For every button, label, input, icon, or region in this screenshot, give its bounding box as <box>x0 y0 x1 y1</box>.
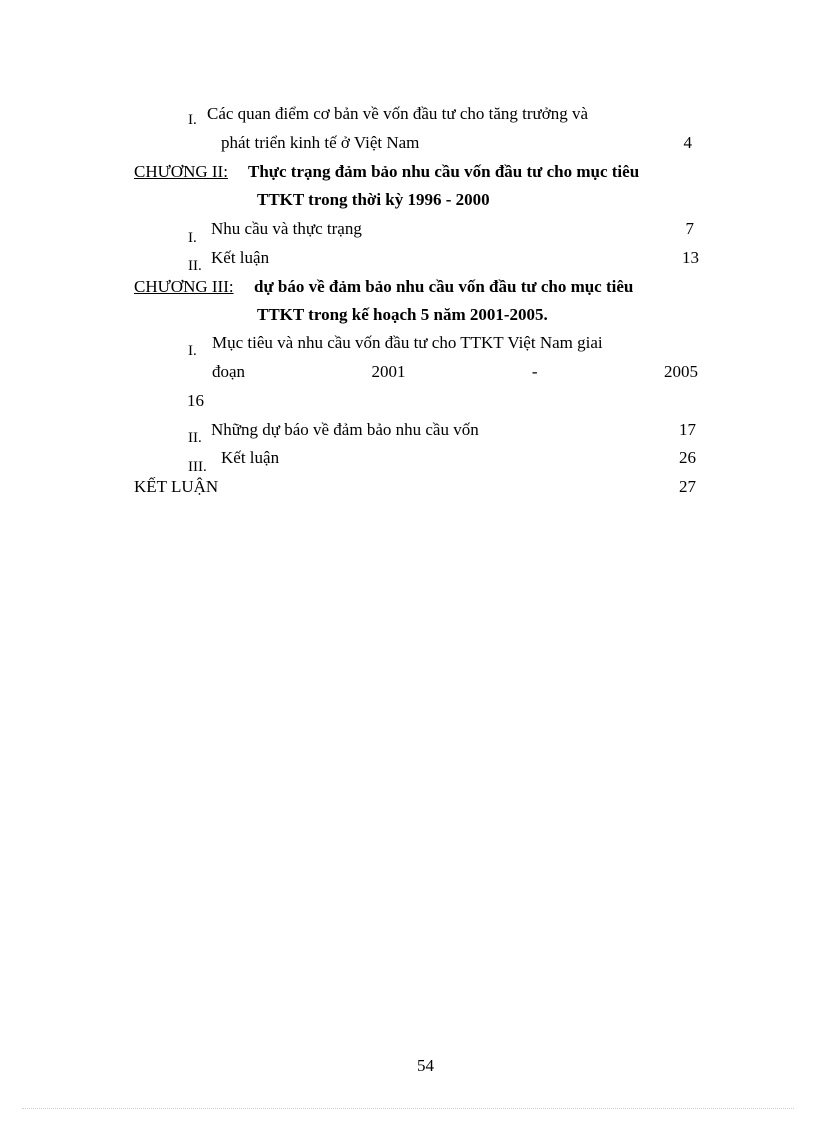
toc-entry-text[interactable]: Kết luận <box>211 248 270 267</box>
toc-entry-text[interactable]: Những dự báo về đảm bảo nhu cầu vốn <box>211 420 479 439</box>
toc-entry-word: đoạn <box>212 362 246 381</box>
bottom-dotted-rule <box>22 1108 794 1109</box>
roman-numeral: III. <box>188 459 207 475</box>
toc-entry-text[interactable]: Mục tiêu và nhu cầu vốn đầu tư cho TTKT Việt Nam giai <box>212 333 603 352</box>
toc-page-number: 7 <box>685 219 694 238</box>
toc-entry-text[interactable]: Kết luận <box>221 448 280 467</box>
toc-entry-word: 2001 <box>371 362 406 381</box>
toc-entry-text[interactable]: Nhu cầu và thực trạng <box>211 219 362 238</box>
roman-numeral: I. <box>188 230 197 246</box>
toc-page-number: 26 <box>679 448 696 467</box>
toc-page-number: 27 <box>679 477 696 496</box>
page-number: 54 <box>417 1056 434 1075</box>
chapter-title-cont[interactable]: TTKT trong kế hoạch 5 năm 2001-2005. <box>257 305 548 324</box>
toc-entry-justified-line[interactable] <box>212 362 698 382</box>
toc-page-number: 13 <box>682 248 699 267</box>
toc-page-number: 16 <box>187 391 204 410</box>
toc-entry-text-cont[interactable]: phát triển kinh tế ở Việt Nam <box>221 133 420 152</box>
toc-entry-word: 2005 <box>663 362 698 381</box>
chapter-label[interactable]: CHƯƠNG III: <box>134 277 234 296</box>
roman-numeral: I. <box>188 343 197 359</box>
toc-page-number: 17 <box>679 420 696 439</box>
conclusion-entry[interactable]: KẾT LUẬN <box>134 477 219 496</box>
chapter-title-cont[interactable]: TTKT trong thời kỳ 1996 - 2000 <box>257 190 490 209</box>
toc-entry-word: - <box>531 362 538 381</box>
roman-numeral: II. <box>188 430 202 446</box>
chapter-label[interactable]: CHƯƠNG II: <box>134 162 228 181</box>
chapter-title[interactable]: Thực trạng đảm bảo nhu cầu vốn đầu tư cho mục tiêu <box>248 162 640 181</box>
toc-page-number: 4 <box>683 133 692 152</box>
toc-entry-text[interactable]: Các quan điểm cơ bản về vốn đầu tư cho tăng trưởng và <box>207 104 589 123</box>
roman-numeral: I. <box>188 112 197 128</box>
chapter-title[interactable]: dự báo về đảm bảo nhu cầu vốn đầu tư cho mục tiêu <box>254 277 634 296</box>
roman-numeral: II. <box>188 258 202 274</box>
